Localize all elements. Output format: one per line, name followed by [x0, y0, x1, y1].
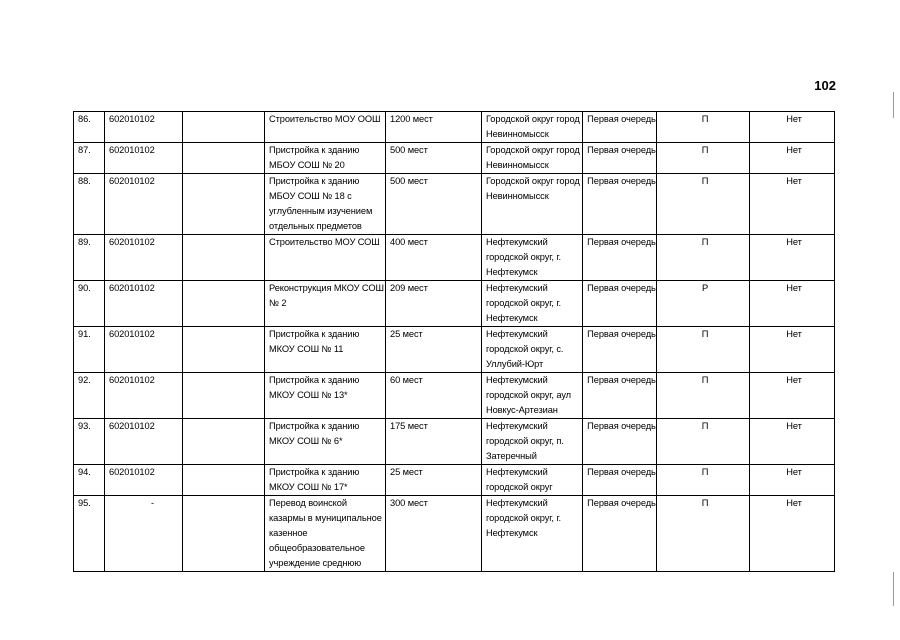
- row-flag: Нет: [750, 465, 835, 496]
- table-row: [74, 174, 835, 235]
- row-queue: Первая очередь: [583, 496, 657, 572]
- row-location: Нефтекумский городской округ, г. Нефтекумск: [482, 281, 583, 327]
- row-location: Нефтекумский городской округ: [482, 465, 583, 496]
- row-number: 91.: [74, 327, 105, 373]
- row-flag: Нет: [750, 496, 835, 572]
- row-object-name: Пристройка к зданию МКОУ СОШ № 6*: [265, 419, 386, 465]
- row-number: 89.: [74, 235, 105, 281]
- row-capacity: 300 мест: [386, 496, 482, 572]
- row-flag: Нет: [750, 327, 835, 373]
- row-blank-cell: [183, 235, 265, 281]
- row-object-name: Пристройка к зданию МБОУ СОШ № 20: [265, 143, 386, 174]
- scan-edge-mark: [893, 572, 894, 606]
- row-capacity: 1200 мест: [386, 112, 482, 143]
- row-queue: Первая очередь: [583, 465, 657, 496]
- row-code: 602010102: [105, 281, 183, 327]
- row-code: 602010102: [105, 112, 183, 143]
- row-blank-cell: [183, 281, 265, 327]
- row-number: 90.: [74, 281, 105, 327]
- row-blank-cell: [183, 174, 265, 235]
- row-capacity: 500 мест: [386, 143, 482, 174]
- row-queue: Первая очередь: [583, 419, 657, 465]
- row-object-name: Реконструкция МКОУ СОШ № 2: [265, 281, 386, 327]
- row-flag: Нет: [750, 174, 835, 235]
- row-object-name: Перевод воинской казармы в муниципальное казенное общеобразовательное учреждение среднюю: [265, 496, 386, 572]
- table-row: [74, 465, 835, 496]
- row-type: П: [657, 496, 750, 572]
- row-number: 92.: [74, 373, 105, 419]
- row-blank-cell: [183, 327, 265, 373]
- row-code: 602010102: [105, 419, 183, 465]
- row-flag: Нет: [750, 235, 835, 281]
- row-flag: Нет: [750, 112, 835, 143]
- row-flag: Нет: [750, 143, 835, 174]
- row-code: 602010102: [105, 143, 183, 174]
- row-code: 602010102: [105, 235, 183, 281]
- row-blank-cell: [183, 496, 265, 572]
- row-code: 602010102: [105, 327, 183, 373]
- row-number: 86.: [74, 112, 105, 143]
- row-type: П: [657, 419, 750, 465]
- row-blank-cell: [183, 373, 265, 419]
- row-number: 95.: [74, 496, 105, 572]
- table-row: [74, 112, 835, 143]
- page-number: 102: [814, 78, 836, 93]
- row-code: 602010102: [105, 465, 183, 496]
- row-code: 602010102: [105, 174, 183, 235]
- row-capacity: 175 мест: [386, 419, 482, 465]
- row-capacity: 500 мест: [386, 174, 482, 235]
- row-type: П: [657, 235, 750, 281]
- row-flag: Нет: [750, 373, 835, 419]
- row-blank-cell: [183, 143, 265, 174]
- row-queue: Первая очередь: [583, 112, 657, 143]
- row-location: Городской округ город Невинномысск: [482, 174, 583, 235]
- row-location: Нефтекумский городской округ, г. Нефтекумск: [482, 235, 583, 281]
- row-capacity: 25 мест: [386, 327, 482, 373]
- row-number: 87.: [74, 143, 105, 174]
- row-blank-cell: [183, 419, 265, 465]
- row-type: П: [657, 143, 750, 174]
- row-type: Р: [657, 281, 750, 327]
- row-queue: Первая очередь: [583, 327, 657, 373]
- table-row: [74, 373, 835, 419]
- scan-edge-mark: [893, 92, 894, 118]
- row-object-name: Пристройка к зданию МБОУ СОШ № 18 с углубленным изучением отдельных предметов: [265, 174, 386, 235]
- row-object-name: Пристройка к зданию МКОУ СОШ № 13*: [265, 373, 386, 419]
- row-location: Нефтекумский городской округ, г. Нефтекумск: [482, 496, 583, 572]
- row-object-name: Пристройка к зданию МКОУ СОШ № 11: [265, 327, 386, 373]
- row-location: Городской округ город Невинномысск: [482, 112, 583, 143]
- row-code: 602010102: [105, 373, 183, 419]
- row-number: 88.: [74, 174, 105, 235]
- table-row: [74, 496, 835, 572]
- row-type: П: [657, 327, 750, 373]
- row-blank-cell: [183, 465, 265, 496]
- row-code: -: [105, 496, 183, 572]
- row-object-name: Пристройка к зданию МКОУ СОШ № 17*: [265, 465, 386, 496]
- table-row: [74, 281, 835, 327]
- row-type: П: [657, 373, 750, 419]
- row-location: Городской округ город Невинномысск: [482, 143, 583, 174]
- row-queue: Первая очередь: [583, 174, 657, 235]
- row-number: 94.: [74, 465, 105, 496]
- row-queue: Первая очередь: [583, 281, 657, 327]
- row-flag: Нет: [750, 419, 835, 465]
- row-object-name: Строительство МОУ ООШ: [265, 112, 386, 143]
- row-queue: Первая очередь: [583, 143, 657, 174]
- objects-table: [73, 111, 835, 572]
- row-capacity: 60 мест: [386, 373, 482, 419]
- row-capacity: 209 мест: [386, 281, 482, 327]
- row-object-name: Строительство МОУ СОШ: [265, 235, 386, 281]
- table-row: [74, 419, 835, 465]
- row-queue: Первая очередь: [583, 373, 657, 419]
- row-location: Нефтекумский городской округ, п. Затеречный: [482, 419, 583, 465]
- row-number: 93.: [74, 419, 105, 465]
- row-blank-cell: [183, 112, 265, 143]
- row-type: П: [657, 112, 750, 143]
- row-queue: Первая очередь: [583, 235, 657, 281]
- row-type: П: [657, 465, 750, 496]
- row-location: Нефтекумский городской округ, аул Новкус-Артезиан: [482, 373, 583, 419]
- table-row: [74, 143, 835, 174]
- table-row: [74, 327, 835, 373]
- row-flag: Нет: [750, 281, 835, 327]
- row-capacity: 25 мест: [386, 465, 482, 496]
- table-row: [74, 235, 835, 281]
- row-type: П: [657, 174, 750, 235]
- row-capacity: 400 мест: [386, 235, 482, 281]
- row-location: Нефтекумский городской округ, с. Уллубий-Юрт: [482, 327, 583, 373]
